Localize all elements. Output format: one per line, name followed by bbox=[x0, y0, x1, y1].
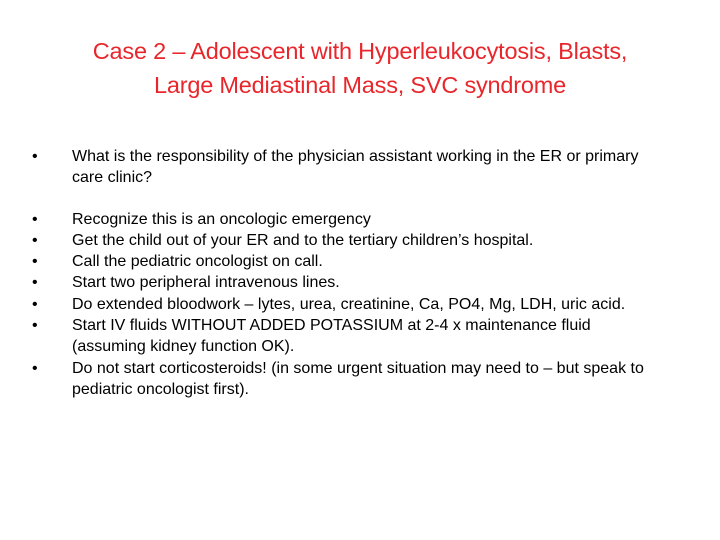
slide-body bbox=[0, 146, 720, 400]
list-item bbox=[0, 272, 657, 293]
slide-title bbox=[40, 34, 680, 102]
bullet-icon: • bbox=[32, 359, 38, 377]
bullet-icon: • bbox=[32, 274, 38, 292]
list-item bbox=[0, 230, 657, 251]
question-item bbox=[0, 146, 657, 189]
slide-title-line-2: Large Mediastinal Mass, SVC syndrome bbox=[153, 72, 567, 98]
list-item bbox=[0, 294, 657, 315]
question-text: What is the responsibility of the physician assistant working in the ER or primary care clinic? bbox=[72, 148, 639, 187]
list-item-text: Do not start corticosteroids! (in some urgent situation may need to – but speak to pediatric oncologist first). bbox=[72, 359, 644, 398]
answer-list bbox=[0, 209, 720, 401]
list-item-text: Get the child out of your ER and to the tertiary children’s hospital. bbox=[72, 231, 534, 249]
bullet-icon: • bbox=[32, 231, 38, 249]
list-item bbox=[0, 315, 657, 358]
list-item-text: Call the pediatric oncologist on call. bbox=[72, 253, 323, 271]
list-item bbox=[0, 209, 657, 230]
list-item bbox=[0, 251, 657, 272]
slide-title-line-1: Case 2 – Adolescent with Hyperleukocytosis, Blasts, bbox=[92, 38, 628, 64]
bullet-icon: • bbox=[32, 253, 38, 271]
list-item-text: Start two peripheral intravenous lines. bbox=[72, 274, 340, 292]
list-item bbox=[0, 358, 657, 401]
bullet-icon: • bbox=[32, 317, 38, 335]
list-item-text: Recognize this is an oncologic emergency bbox=[72, 210, 371, 228]
bullet-icon: • bbox=[32, 148, 38, 165]
bullet-icon: • bbox=[32, 295, 38, 313]
list-item-text: Start IV fluids WITHOUT ADDED POTASSIUM at 2-4 x maintenance fluid (assuming kidney function OK). bbox=[72, 317, 591, 356]
bullet-icon: • bbox=[32, 210, 38, 228]
list-item-text: Do extended bloodwork – lytes, urea, creatinine, Ca, PO4, Mg, LDH, uric acid. bbox=[72, 295, 626, 313]
